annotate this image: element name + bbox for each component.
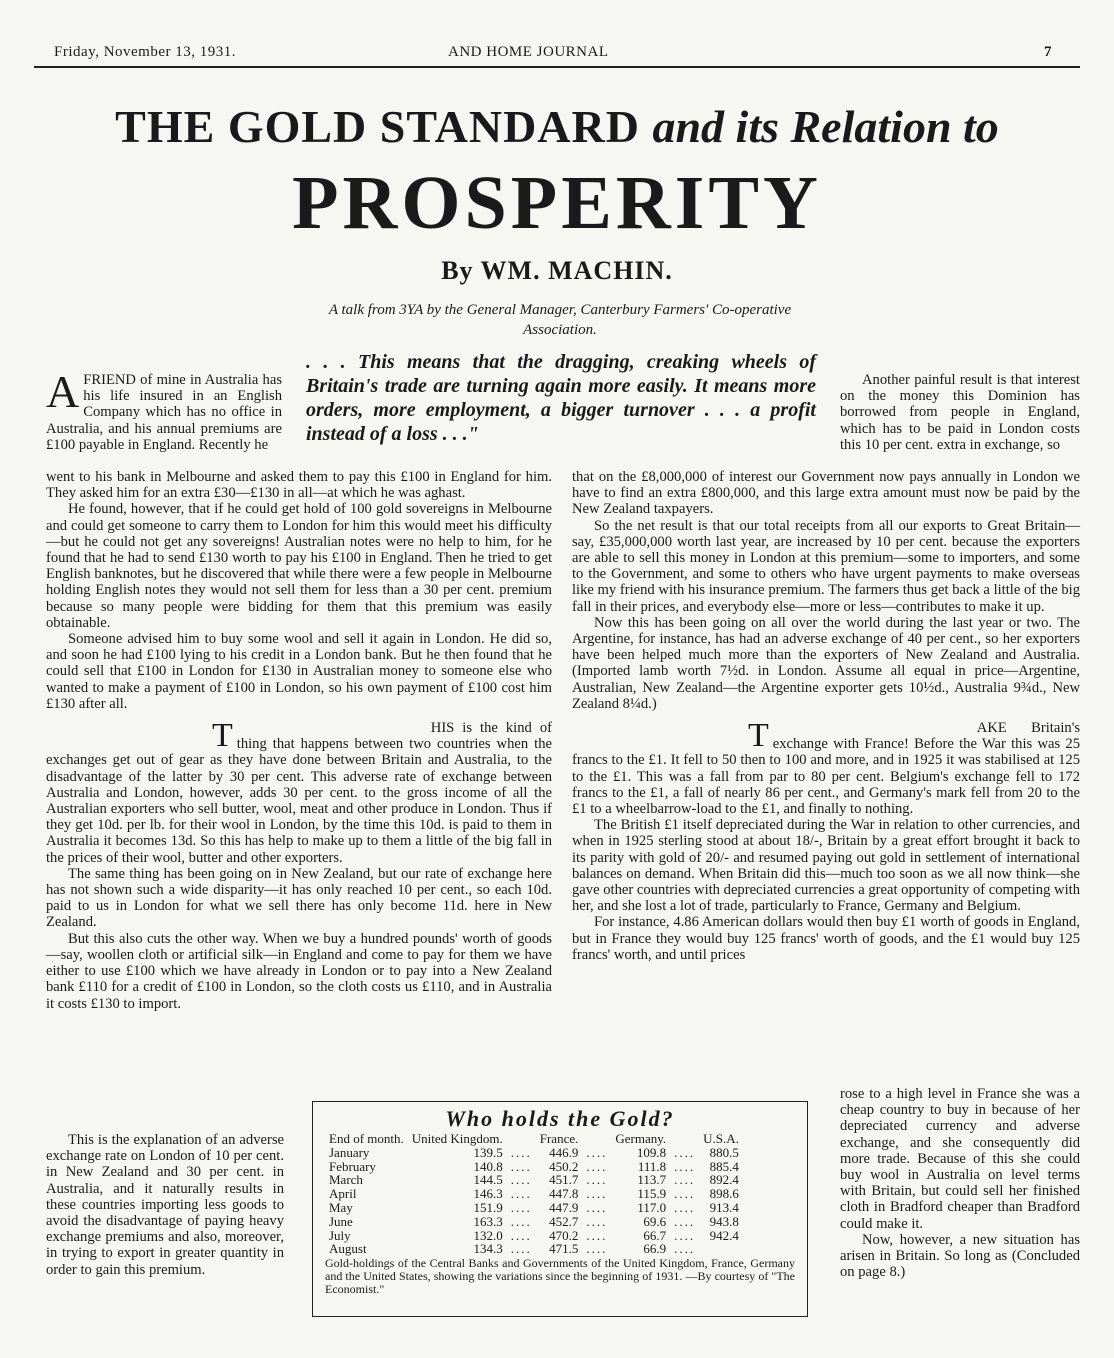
col2-paragraph-6: For instance, 4.86 American dollars would then buy £1 worth of goods in England, but in France they would buy 125 francs' worth of goods, and the £1 would buy 125 francs' worth, and until prices (572, 914, 1080, 963)
table-header: End of month. (329, 1131, 404, 1146)
col1-paragraph: This is the explanation of an adverse exchange rate on London of 10 per cent. in New Zealand and 30 per cent. in Australia, and it naturally results in these countries importing less goods to avoid the disadvantage of paying heavy exchange premiums and also, moreover, in trying to export in greater quantity in order to gain this premium. (46, 1132, 284, 1278)
table-cell (699, 1242, 743, 1256)
table-cell: 898.6 (709, 1186, 739, 1202)
table-cell: 139.5 (473, 1144, 503, 1160)
table-header: France. (539, 1131, 579, 1146)
table-row (325, 1242, 743, 1256)
table-cell: 115.9 (637, 1186, 667, 1202)
leader-dots: .... (510, 1172, 532, 1188)
drop-cap-a: A (46, 366, 80, 417)
col2-paragraph-start: Another painful result is that interest on the money this Dominion has borrowed from people in England, which has to be paid in London costs this 10 per cent. extra in exchange, so (840, 372, 1080, 453)
col2-paragraph-cont: that on the £8,000,000 of interest our Government now pays annually in London we have to find an extra £800,000, and this large extra amount must now be paid by the New Zealand taxpayers. (572, 469, 1080, 518)
article-col1 (46, 469, 552, 1012)
table-header: U.S.A. (703, 1131, 739, 1146)
leader-dots: .... (510, 1213, 532, 1229)
leader-dots: .... (674, 1186, 696, 1202)
table-cell: 117.0 (637, 1199, 667, 1215)
table-cell: May (329, 1199, 353, 1215)
table-cell: 450.2 (549, 1158, 579, 1174)
headline (0, 100, 1114, 153)
table-row (325, 1173, 743, 1187)
page-number: 7 (1044, 44, 1052, 60)
leader-dots: .... (510, 1227, 532, 1243)
leader-dots: .... (510, 1186, 532, 1202)
headline-part2: and its Relation to (652, 101, 999, 152)
table-cell: 470.2 (549, 1227, 579, 1243)
table-cell: July (329, 1227, 351, 1243)
col2-paragraph: Now, however, a new situation has arisen in Britain. So long as (Concluded on page 8.) (840, 1231, 1080, 1281)
col1-paragraph: HIS is the kind of thing that happens between two countries when the exchanges get out of gear as they have done between Britain and Australia, to the disadvantage of the latter by 30 per cent. This adverse rate of exchange between Australia and London, however, adds 30 per cent. to the gross income of all the Australian exporters who sell butter, wool, meat and other produce in London. Thus if they get 10d. per lb. for their wool in London, by the time this 10d. is paid to them in Australia it becomes 13d. So this has help to make up to them a little of the big fall in the prices of their wool, butter and other exporters. (46, 720, 552, 866)
article-col2-top (840, 372, 1080, 453)
leader-dots: .... (586, 1213, 608, 1229)
table-row (325, 1187, 743, 1201)
table-cell: 146.3 (473, 1186, 503, 1202)
table-header: United Kingdom. (411, 1131, 503, 1146)
table-row (325, 1201, 743, 1215)
leader-dots: .... (674, 1213, 696, 1229)
table-cell: 892.4 (709, 1172, 739, 1188)
drop-cap-t: T (212, 717, 233, 755)
subtitle: A talk from 3YA by the General Manager, Canterbury Farmers' Co-operative Association. (328, 302, 792, 338)
table-cell: 132.0 (473, 1227, 503, 1243)
table-row (325, 1229, 743, 1243)
article-col2 (572, 469, 1080, 963)
table-cell: June (329, 1213, 353, 1229)
table-cell: 913.4 (709, 1199, 739, 1215)
table-cell: 113.7 (637, 1172, 667, 1188)
leader-dots: .... (510, 1199, 532, 1215)
leader-dots: .... (586, 1172, 608, 1188)
headline-main: PROSPERITY (292, 161, 822, 245)
leader-dots: .... (674, 1227, 696, 1243)
headline-part1: THE GOLD STANDARD (115, 101, 640, 152)
table-cell: 111.8 (637, 1158, 667, 1174)
leader-dots: .... (510, 1241, 532, 1257)
col1-paragraph: He found, however, that if he could get hold of 100 gold sovereigns in Melbourne and could get someone to carry them to London for him this would meet his difficulty—but he could not get any sovereigns! Australian notes were no help to him, for he found that he had to send £130 worth to pay his £100 in England. Then he tried to get English banknotes, but he discovered that while there were a few people in Melbourne holding English notes they would not sell them for less than a 30 per cent. premium because so many people were bidding for them that this premium was easily obtainable. (46, 501, 552, 631)
table-header-row (325, 1132, 743, 1146)
table-cell: 134.3 (473, 1241, 503, 1257)
article-col1-top (46, 366, 282, 453)
col1-intro-cont: went to his bank in Melbourne and asked them to pay this £100 in England for him. They asked him for an extra £30—£130 in all—at which he was aghast. (46, 469, 552, 502)
table-header: Germany. (615, 1131, 667, 1146)
table-cell: 447.9 (549, 1199, 579, 1215)
col1-paragraph: The same thing has been going on in New Zealand, but our rate of exchange here has not shown such a wide disparity—it has only reached 10 per cent., so each 10d. paid to us in London for what we sell there has only become 11d. here in New Zealand. (46, 865, 552, 931)
table-cell: 471.5 (549, 1241, 579, 1257)
table-cell: 163.3 (473, 1213, 503, 1229)
table-cell: 151.9 (473, 1199, 503, 1215)
table-cell: 943.8 (709, 1213, 739, 1229)
table-cell: 66.9 (643, 1241, 667, 1257)
leader-dots: .... (674, 1158, 696, 1174)
drop-cap-t2: T (748, 717, 769, 755)
col2-paragraph-6-cont: rose to a high level in France she was a cheap country to buy in because of her depreciated currency and adverse exchange, and she consequently did more trade. Because of this she could buy wool in Australia on level terms with Britain, but could sell her finished cloth in Bradford cheaper than Bradford could make it. (840, 1086, 1080, 1232)
leader-dots: .... (586, 1199, 608, 1215)
table-cell: August (329, 1241, 367, 1257)
table-cell: February (329, 1158, 376, 1174)
leader-dots: .... (586, 1241, 608, 1257)
leader-dots: .... (674, 1172, 696, 1188)
gold-table-note: Gold-holdings of the Central Banks and Governments of the United Kingdom, France, Germany and the United States, showing the variations since the beginning of 1931. —By courtesy of "The Economist." (325, 1256, 795, 1297)
table-cell: 66.7 (643, 1227, 667, 1243)
table-row (325, 1160, 743, 1174)
table-cell: 885.4 (709, 1158, 739, 1174)
leader-dots: .... (674, 1241, 696, 1257)
leader-dots: .... (586, 1227, 608, 1243)
table-cell: 451.7 (549, 1172, 579, 1188)
table-cell: 109.8 (636, 1144, 667, 1160)
gold-table-title: Who holds the Gold? (445, 1106, 675, 1131)
journal-name: AND HOME JOURNAL (448, 44, 609, 60)
table-cell: 69.6 (643, 1213, 667, 1229)
leader-dots: .... (586, 1144, 608, 1160)
leader-dots: .... (586, 1158, 608, 1174)
leader-dots: .... (674, 1144, 696, 1160)
table-cell: 452.7 (549, 1213, 579, 1229)
table-row (325, 1215, 743, 1229)
table-cell: 880.5 (709, 1144, 739, 1160)
gold-holdings-table (325, 1132, 743, 1256)
col1-paragraph: Someone advised him to buy some wool and sell it again in London. He did so, and soon he had £100 lying to his credit in a London bank. But he then found that he could sell that £100 in London for £130 in Australian money to someone else who wanted to make a payment of £100 in London, so his own payment of £100 cost him £130 after all. (46, 631, 552, 712)
table-cell: March (329, 1172, 363, 1188)
byline: By WM. MACHIN. (441, 256, 673, 285)
gold-holdings-box (312, 1101, 808, 1317)
leader-dots: .... (510, 1158, 532, 1174)
issue-date: Friday, November 13, 1931. (54, 44, 236, 60)
table-row (325, 1146, 743, 1160)
col1-intro-visible: FRIEND of mine in Australia has his life insured in an English Company which has no office in Australia, and his annual premiums are £100 payable in England. Recently he (46, 372, 282, 453)
col2-paragraph: Now this has been going on all over the world during the last year or two. The Argentine, for instance, has had an adverse exchange of 40 per cent., so her exporters have been helped much more than the exporters of New Zealand and Australia. (Imported lamb worth 7½d. in London. Assume all equal in price—Argentine, Australian, New Zealand—the Argentine exporter gets 10½d., Australia 9¾d., New Zealand 8¼d.) (572, 614, 1080, 712)
table-cell: April (329, 1186, 357, 1202)
table-cell: January (329, 1144, 370, 1160)
col2-paragraph: The British £1 itself depreciated during the War in relation to other currencies, and when in 1925 sterling stood at about 18/-, Britain by a great effort brought it back to its parity with gold of 20/- and resumed paying out gold in settlement of international balances on demand. When Britain did this—much too soon as we all now think—she gave other countries with depreciated currencies a great opportunity of competing with her, and she lost a lot of trade, particularly to France, Germany and Belgium. (572, 817, 1080, 915)
col1-paragraph: But this also cuts the other way. When we buy a hundred pounds' worth of goods—say, woollen cloth or artificial silk—in England and come to pay for them we have either to use £100 which we have already in London or to pay into a New Zealand bank £110 for a credit of £100 in London, so the cloth costs us £110, and in Australia it costs £130 to import. (46, 930, 552, 1012)
col2-paragraph: So the net result is that our total receipts from all our exports to Great Britain—say, £35,000,000 worth last year, are increased by 10 per cent. because the exporters are able to sell this money in London at this premium—some to importers, and some to the Government, and some to others who have urgent payments to make overseas like my friend with his insurance premium. The farmers thus get back a little of the big fall in their prices, and everybody else—more or less—contributes to make it up. (572, 517, 1080, 615)
pull-quote: . . . This means that the dragging, creaking wheels of Britain's trade are turning again more easily. It means more orders, more employment, a bigger turnover . . . a profit instead of a loss . . ." (306, 351, 816, 445)
article-col2-bottom (840, 1086, 1080, 1280)
article-col1-bottom (46, 1132, 284, 1278)
col2-paragraph: AKE Britain's exchange with France! Before the War this was 25 francs to the £1. It fell to 50 then to 100 and more, and in 1925 it was stabilised at 125 to the £1. This was a fall from par to 80 per cent. Belgium's exchange fell to 172 francs to the £1, a fall of nearly 86 per cent., and Germany's mark fell from 20 to the £1 to a wheelbarrow-load to the £1, and finally to nothing. (572, 720, 1080, 818)
table-cell: 140.8 (473, 1158, 503, 1174)
leader-dots: .... (586, 1186, 608, 1202)
leader-dots: .... (674, 1199, 696, 1215)
leader-dots: .... (510, 1144, 532, 1160)
table-cell: 447.8 (549, 1186, 579, 1202)
header-rule (34, 66, 1080, 68)
table-cell: 942.4 (709, 1227, 739, 1243)
table-cell: 446.9 (549, 1144, 579, 1160)
table-cell: 144.5 (473, 1172, 503, 1188)
